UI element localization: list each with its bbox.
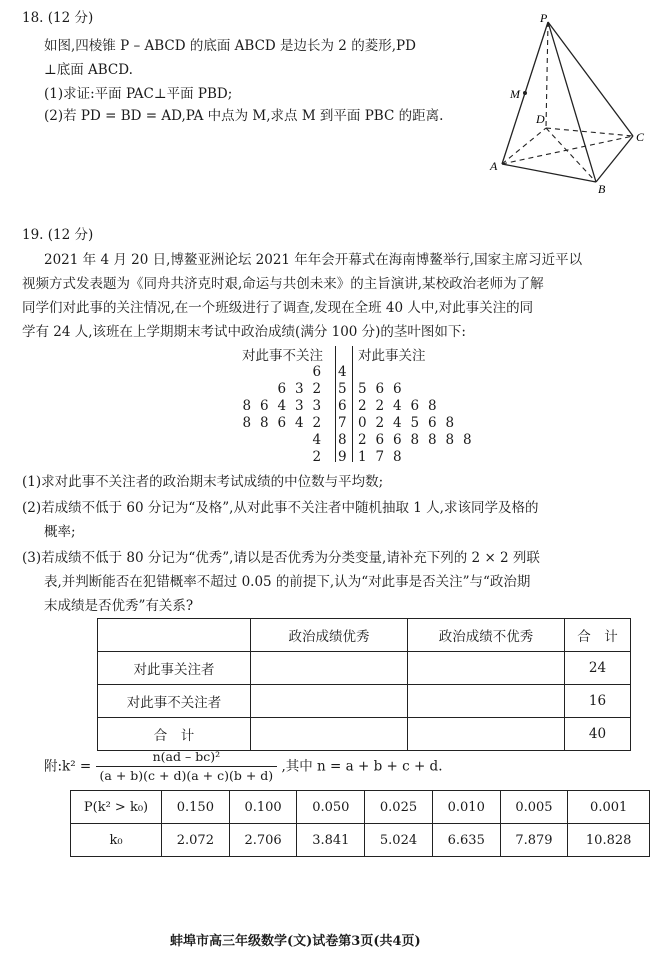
- leaf-right: 6: [393, 432, 402, 448]
- table-cell: 合 计: [98, 718, 251, 751]
- leaf-left: 8: [260, 415, 269, 431]
- leaf-left: 2: [312, 381, 322, 397]
- leaf-right: 8: [445, 432, 455, 448]
- label-b: B: [598, 182, 606, 195]
- k-squared-formula: [44, 748, 443, 785]
- table-cell: 0.010: [432, 791, 500, 824]
- leaf-right: 8: [445, 415, 455, 431]
- q18-header: [22, 8, 93, 28]
- leaf-right: 6: [410, 398, 420, 414]
- table-cell: 10.828: [568, 824, 650, 857]
- leaf-left: 6: [260, 398, 269, 414]
- table-cell: 政治成绩优秀: [251, 619, 408, 652]
- leaf-right: 6: [375, 432, 385, 448]
- formula-numerator: n(ad – bc)²: [96, 748, 278, 767]
- q18-part2: (2)若 PD = BD = AD,PA 中点为 M,求点 M 到平面 PBC 的距离.: [44, 108, 444, 124]
- table-row: [71, 791, 650, 824]
- q19-header: [22, 225, 93, 245]
- q19-part: (3)若成绩不低于 80 分记为“优秀”,请以是否优秀为分类变量,请补充下列的 2 × 2 列联: [22, 550, 540, 566]
- table-cell: P(k² > k₀): [71, 791, 162, 824]
- leaf-right: 5: [410, 415, 420, 431]
- stem-value: 8: [338, 432, 347, 448]
- leaf-left: 4: [312, 432, 322, 448]
- q19-part: 末成绩是否优秀”有关系?: [44, 598, 194, 614]
- q19-para-line: 学有 24 人,该班在上学期期末考试中政治成绩(满分 100 分)的茎叶图如下:: [22, 324, 466, 340]
- q18-number: 18.: [22, 10, 44, 26]
- q19-part: (2)若成绩不低于 60 分记为“及格”,从对此事不关注者中随机抽取 1 人,求该同学及格的: [22, 500, 539, 516]
- q18-line2: ⊥底面 ABCD.: [44, 62, 133, 78]
- stem-leaf-plot: [240, 344, 490, 469]
- table-cell: k₀: [71, 824, 162, 857]
- table-cell: 7.879: [500, 824, 568, 857]
- table-cell: 16: [565, 685, 631, 718]
- leaf-left: 3: [295, 381, 304, 397]
- leaf-right: 7: [375, 449, 385, 465]
- formula-prefix: 附:k² =: [44, 758, 92, 775]
- formula-suffix: ,其中 n = a + b + c + d.: [281, 758, 443, 775]
- q19-para-line: 2021 年 4 月 20 日,博鳌亚洲论坛 2021 年年会开幕式在海南博鳌举行,国家主席习近平以: [44, 252, 583, 268]
- table-row: [98, 718, 631, 751]
- leaf-left: 4: [277, 398, 287, 414]
- leaf-left: 8: [242, 415, 252, 431]
- label-p: P: [540, 11, 548, 25]
- leaf-right: 6: [393, 381, 402, 397]
- table-row: [98, 652, 631, 685]
- q18-line1: 如图,四棱锥 P – ABCD 的底面 ABCD 是边长为 2 的菱形,PD: [44, 38, 416, 54]
- table-row: [71, 824, 650, 857]
- stem-value: 7: [338, 415, 347, 431]
- table-cell[interactable]: [408, 652, 565, 685]
- leaf-right: 8: [428, 398, 437, 414]
- stem-value: 4: [338, 364, 347, 380]
- table-cell[interactable]: [251, 685, 408, 718]
- table-header-row: [98, 619, 631, 652]
- table-cell[interactable]: [251, 718, 408, 751]
- table-cell: 0.150: [162, 791, 230, 824]
- leaf-left: 6: [312, 364, 322, 380]
- contingency-table: [97, 618, 631, 751]
- leaf-right: 8: [410, 432, 420, 448]
- leaf-right: 8: [463, 432, 472, 448]
- stem-divider-right: [352, 346, 353, 462]
- leaf-left: 2: [312, 449, 322, 465]
- point-m-dot: [523, 91, 527, 95]
- stem-leaf-right-header: 对此事关注: [358, 348, 426, 364]
- table-cell: 6.635: [432, 824, 500, 857]
- leaf-right: 4: [393, 415, 402, 431]
- stem-value: 6: [338, 398, 347, 414]
- q19-score: (12 分): [47, 227, 94, 243]
- q18-part1: (1)求证:平面 PAC⊥平面 PBD;: [44, 86, 233, 102]
- table-cell: 0.001: [568, 791, 650, 824]
- leaf-right: 6: [428, 415, 437, 431]
- table-cell[interactable]: [408, 718, 565, 751]
- table-cell: 对此事关注者: [98, 652, 251, 685]
- leaf-left: 6: [277, 415, 287, 431]
- leaf-left: 3: [312, 398, 322, 414]
- table-row: [98, 685, 631, 718]
- table-cell: 0.005: [500, 791, 568, 824]
- leaf-left: 6: [277, 381, 287, 397]
- q19-part: 概率;: [44, 524, 76, 540]
- leaf-right: 2: [358, 398, 367, 414]
- page-footer: 蚌埠市高三年级数学(文)试卷第3页(共4页): [170, 934, 421, 949]
- q19-para-line: 同学们对此事的关注情况,在一个班级进行了调查,发现在全班 40 人中,对此事关注的同: [22, 300, 534, 316]
- q18-score: (12 分): [47, 10, 94, 26]
- leaf-right: 1: [358, 449, 367, 465]
- leaf-right: 2: [375, 415, 385, 431]
- stem-value: 9: [338, 449, 347, 465]
- table-cell[interactable]: [408, 685, 565, 718]
- table-cell: 0.025: [365, 791, 433, 824]
- leaf-right: 0: [358, 415, 367, 431]
- leaf-right: 2: [358, 432, 367, 448]
- label-a: A: [490, 159, 498, 173]
- table-cell: [98, 619, 251, 652]
- table-cell: 0.050: [297, 791, 365, 824]
- critical-value-table: [70, 790, 650, 857]
- table-cell: 政治成绩不优秀: [408, 619, 565, 652]
- leaf-right: 8: [393, 449, 402, 465]
- leaf-left: 2: [312, 415, 322, 431]
- table-cell: 40: [565, 718, 631, 751]
- table-cell: 合 计: [565, 619, 631, 652]
- table-cell: 2.706: [229, 824, 297, 857]
- label-d: D: [536, 112, 545, 126]
- leaf-left: 3: [295, 398, 304, 414]
- table-cell[interactable]: [251, 652, 408, 685]
- table-cell: 5.024: [365, 824, 433, 857]
- table-cell: 24: [565, 652, 631, 685]
- q19-para-line: 视频方式发表题为《同舟共济克时艰,命运与共创未来》的主旨演讲,某校政治老师为了解: [22, 276, 544, 292]
- leaf-left: 4: [295, 415, 304, 431]
- q19-part: (1)求对此事不关注者的政治期末考试成绩的中位数与平均数;: [22, 474, 384, 490]
- table-cell: 3.841: [297, 824, 365, 857]
- stem-value: 5: [338, 381, 347, 397]
- leaf-right: 8: [428, 432, 437, 448]
- q19-part: 表,并判断能否在犯错概率不超过 0.05 的前提下,认为“对此事是否关注”与“政治期: [44, 574, 531, 590]
- leaf-left: 8: [242, 398, 252, 414]
- leaf-right: 2: [375, 398, 385, 414]
- leaf-right: 6: [375, 381, 385, 397]
- table-cell: 2.072: [162, 824, 230, 857]
- stem-divider-left: [335, 346, 336, 462]
- stem-leaf-left-header: 对此事不关注: [242, 348, 323, 364]
- formula-denominator: (a + b)(c + d)(a + c)(b + d): [99, 768, 274, 783]
- q19-number: 19.: [22, 227, 44, 243]
- label-m: M: [510, 87, 520, 101]
- formula-fraction: [96, 748, 278, 785]
- leaf-right: 4: [393, 398, 402, 414]
- pyramid-figure: [478, 10, 658, 195]
- table-cell: 对此事不关注者: [98, 685, 251, 718]
- leaf-right: 5: [358, 381, 367, 397]
- table-cell: 0.100: [229, 791, 297, 824]
- label-c: C: [636, 130, 645, 144]
